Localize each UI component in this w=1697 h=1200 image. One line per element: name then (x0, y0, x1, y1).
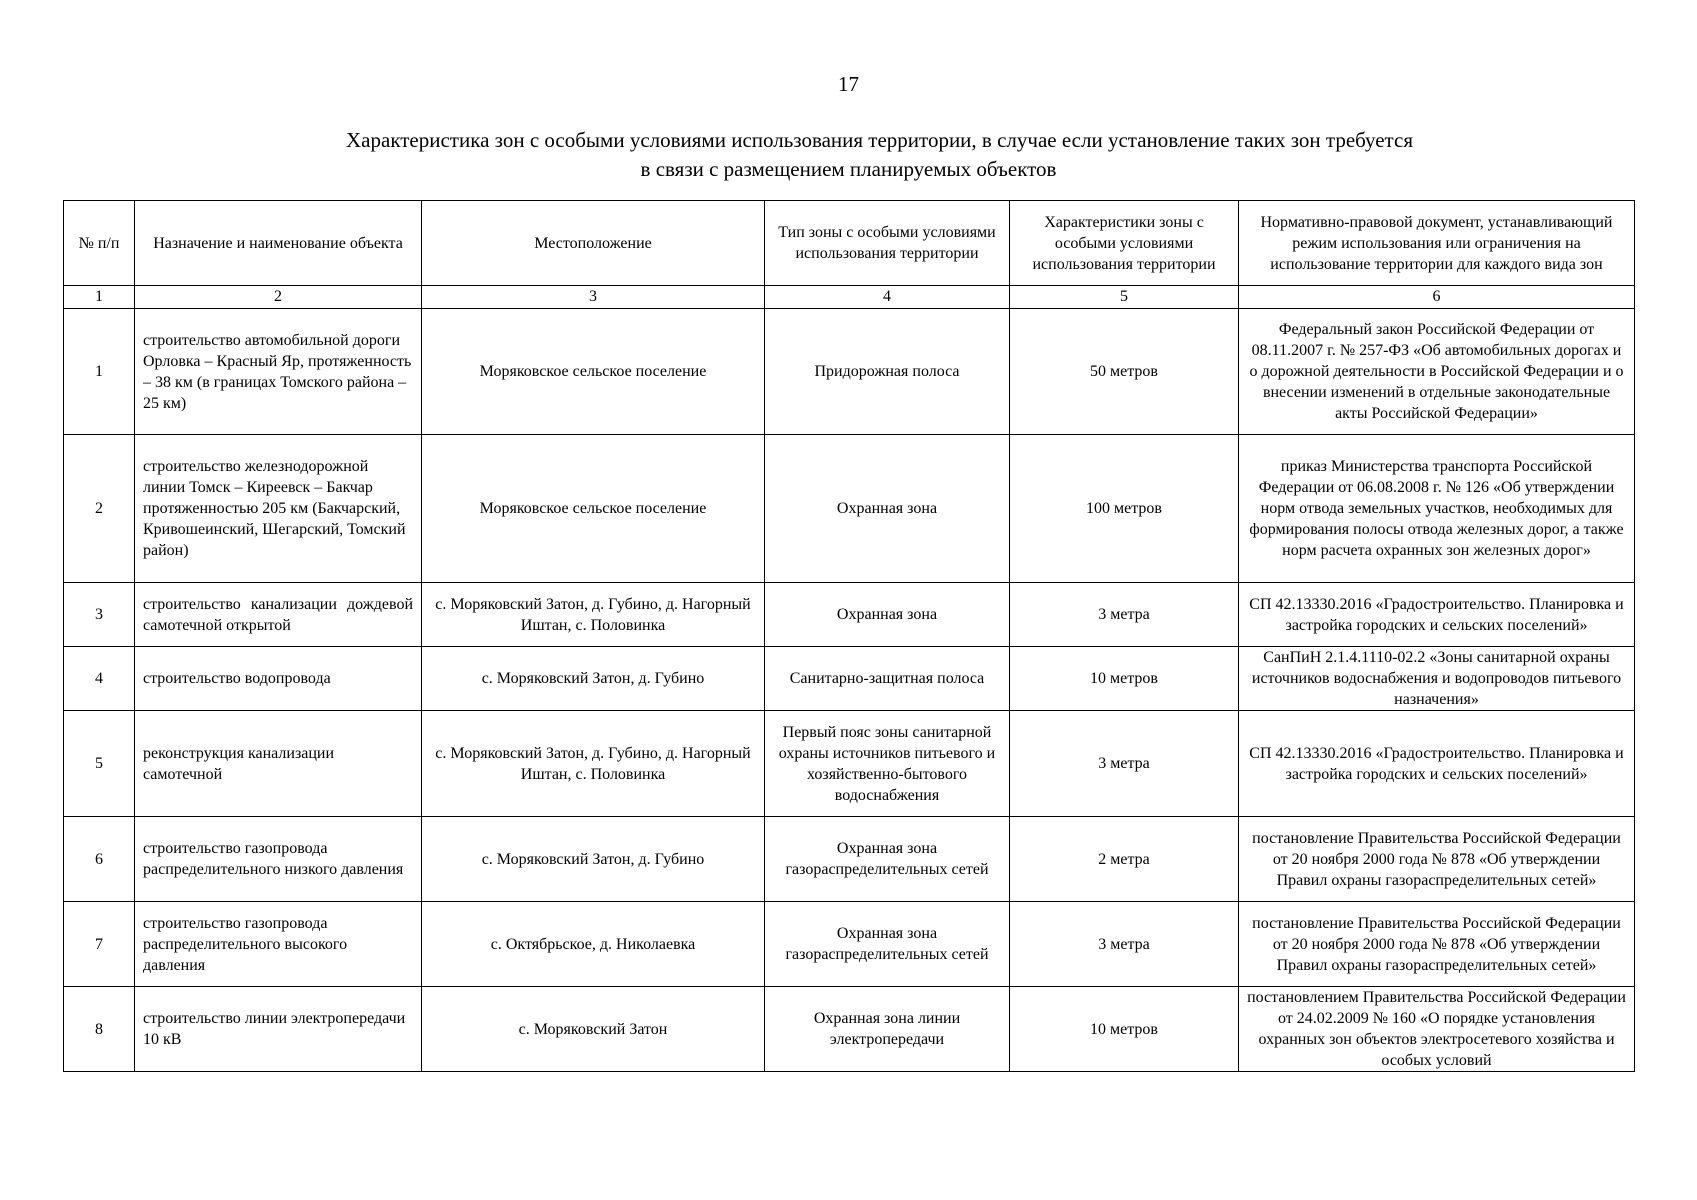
row-object: строительство газопровода распределительного низкого давления (135, 817, 422, 902)
header-document: Нормативно-правовой документ, устанавливающий режим использования или ограничения на использование территории для каждого вида зон (1239, 201, 1635, 286)
column-number: 6 (1239, 286, 1635, 309)
row-characteristics: 100 метров (1010, 435, 1239, 583)
row-zone-type: Охранная зона (765, 435, 1010, 583)
header-row (64, 201, 1635, 286)
row-location: с. Моряковский Затон, д. Губино, д. Нагорный Иштан, с. Половинка (422, 583, 765, 647)
row-zone-type: Охранная зона линии электропередачи (765, 987, 1010, 1072)
row-document: СП 42.13330.2016 «Градостроительство. Планировка и застройка городских и сельских поселений» (1239, 711, 1635, 817)
row-document: постановление Правительства Российской Федерации от 20 ноября 2000 года № 878 «Об утверждении Правил охраны газораспределительных сетей» (1239, 817, 1635, 902)
table-row (64, 902, 1635, 987)
row-object: строительство железнодорожной линии Томск – Киреевск – Бакчар протяженностью 205 км (Бакчарский, Кривошеинский, Шегарский, Томский район) (135, 435, 422, 583)
header-object: Назначение и наименование объекта (135, 201, 422, 286)
table-row (64, 583, 1635, 647)
row-location: Моряковское сельское поселение (422, 309, 765, 435)
row-location: с. Моряковский Затон, д. Губино, д. Нагорный Иштан, с. Половинка (422, 711, 765, 817)
row-zone-type: Придорожная полоса (765, 309, 1010, 435)
zones-table (63, 200, 1635, 1072)
document-title (0, 126, 1697, 184)
row-document: постановлением Правительства Российской Федерации от 24.02.2009 № 160 «О порядке установления охранных зон объектов электросетевого хозяйства и особых условий (1239, 987, 1635, 1072)
row-location: с. Октябрьское, д. Николаевка (422, 902, 765, 987)
row-document: Федеральный закон Российской Федерации от 08.11.2007 г. № 257-ФЗ «Об автомобильных дорогах и о дорожной деятельности в Российской Федерации и о внесении изменений в отдельные законодательные акты Российской Федерации» (1239, 309, 1635, 435)
table-row (64, 309, 1635, 435)
page-number: 17 (838, 72, 859, 96)
row-num: 2 (64, 435, 135, 583)
row-num: 3 (64, 583, 135, 647)
table-row (64, 987, 1635, 1072)
row-characteristics: 3 метра (1010, 902, 1239, 987)
row-document: приказ Министерства транспорта Российской Федерации от 06.08.2008 г. № 126 «Об утверждении норм отвода земельных участков, необходимых для формирования полосы отвода железных дорог, а также норм расчета охранных зон железных дорог» (1239, 435, 1635, 583)
row-num: 5 (64, 711, 135, 817)
row-object: строительство линии электропередачи 10 кВ (135, 987, 422, 1072)
header-zone-type: Тип зоны с особыми условиями использования территории (765, 201, 1010, 286)
row-document: постановление Правительства Российской Федерации от 20 ноября 2000 года № 878 «Об утверждении Правил охраны газораспределительных сетей» (1239, 902, 1635, 987)
column-number-row (64, 286, 1635, 309)
row-characteristics: 50 метров (1010, 309, 1239, 435)
row-characteristics: 10 метров (1010, 987, 1239, 1072)
row-zone-type: Санитарно-защитная полоса (765, 647, 1010, 711)
row-zone-type: Первый пояс зоны санитарной охраны источников питьевого и хозяйственно-бытового водоснабжения (765, 711, 1010, 817)
row-location: с. Моряковский Затон, д. Губино (422, 647, 765, 711)
row-location: Моряковское сельское поселение (422, 435, 765, 583)
title-line-1: Характеристика зон с особыми условиями использования территории, в случае если установление таких зон требуется (346, 128, 1413, 152)
table-row (64, 817, 1635, 902)
row-characteristics: 2 метра (1010, 817, 1239, 902)
row-zone-type: Охранная зона (765, 583, 1010, 647)
header-location: Местоположение (422, 201, 765, 286)
row-object: строительство водопровода (135, 647, 422, 711)
column-number: 2 (135, 286, 422, 309)
header-num: № п/п (64, 201, 135, 286)
row-document: СанПиН 2.1.4.1110-02.2 «Зоны санитарной охраны источников водоснабжения и водопроводов питьевого назначения» (1239, 647, 1635, 711)
row-num: 8 (64, 987, 135, 1072)
row-num: 6 (64, 817, 135, 902)
row-location: с. Моряковский Затон, д. Губино (422, 817, 765, 902)
row-object: строительство газопровода распределительного высокого давления (135, 902, 422, 987)
row-characteristics: 3 метра (1010, 583, 1239, 647)
column-number: 4 (765, 286, 1010, 309)
row-object: реконструкция канализации самотечной (135, 711, 422, 817)
row-object: строительство канализации дождевой самотечной открытой (135, 583, 422, 647)
row-zone-type: Охранная зона газораспределительных сетей (765, 817, 1010, 902)
table-row (64, 711, 1635, 817)
row-location: с. Моряковский Затон (422, 987, 765, 1072)
column-number: 3 (422, 286, 765, 309)
header-characteristics: Характеристики зоны с особыми условиями использования территории (1010, 201, 1239, 286)
table-row (64, 647, 1635, 711)
row-characteristics: 10 метров (1010, 647, 1239, 711)
row-zone-type: Охранная зона газораспределительных сетей (765, 902, 1010, 987)
row-object: строительство автомобильной дороги Орловка – Красный Яр, протяженность – 38 км (в границах Томского района – 25 км) (135, 309, 422, 435)
title-line-2: в связи с размещением планируемых объектов (640, 157, 1057, 181)
row-num: 1 (64, 309, 135, 435)
row-document: СП 42.13330.2016 «Градостроительство. Планировка и застройка городских и сельских поселений» (1239, 583, 1635, 647)
row-num: 4 (64, 647, 135, 711)
column-number: 1 (64, 286, 135, 309)
column-number: 5 (1010, 286, 1239, 309)
row-num: 7 (64, 902, 135, 987)
table-row (64, 435, 1635, 583)
row-characteristics: 3 метра (1010, 711, 1239, 817)
